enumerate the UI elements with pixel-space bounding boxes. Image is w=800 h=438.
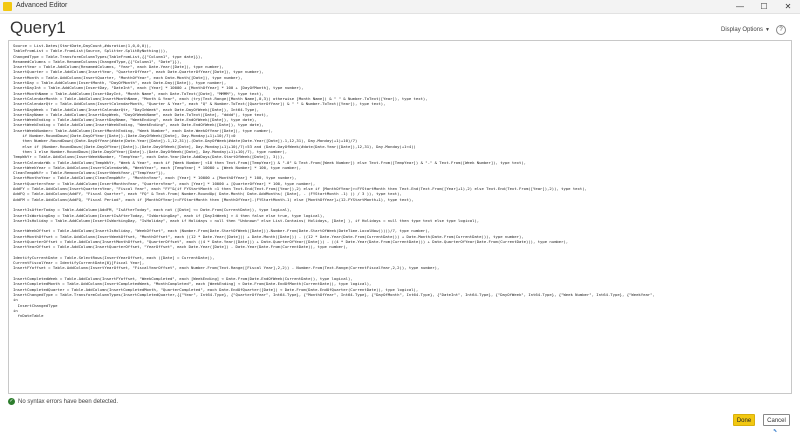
code-line: InsertIsAfterToday = Table.AddColumn(AddFM, "IsAfterToday", each not ([Date] <= Date.From(CurrentDate)), type logical), [13, 207, 292, 213]
code-line: in [13, 307, 18, 313]
code-line: AddFY = Table.AddColumn(InsertQuarternYear, "Fiscal Year", each "FY"&(if FYStartMonth =1 then Text.End(Text.From([Year]),2) else if [MonthOfYear]>=FYStartMonth then Text.End(Text.From([Year]+1),2) else Text.End(Text.From([Year]),2)), type text), [13, 186, 587, 192]
code-text[interactable] [13, 43, 787, 318]
code-line: InsertIsHoliday = Table.AddColumn(InsertIsWorkingDay, "IsHoliday", each if Holidays = null then "Unknown" else List.Contains( Holidays, [Date] ), if Holidays = null then type text else type logical), [13, 217, 480, 223]
title-bar [0, 0, 800, 14]
code-line: InsertChangedType = Table.TransformColumnTypes(InsertCompletedQuarter,{{"Year", Int64.Type}, {"QuarterOfYear", Int64.Type}, {"MonthOfYear", Int64.Type}, {"DayOfMonth", Int64.Type}, {"DateInt", Int64.Type}, {"DayOfWeek", Int64.Type}, {"Week Number", Int64.Type}, {"WeekYear", [13, 291, 655, 297]
code-line: InsertYear = Table.AddColumn(RenamedColumns, "Year", each Date.Year([Date]), type number), [13, 64, 224, 70]
code-line: InsertQuarterOffset = Table.AddColumn(InsertMonthOffset, "QuarterOffset", each ((4 * Date.Year([Date])) + Date.QuarterOfYear([Date])) - ((4 * Date.Year(Date.From(CurrentDate))) + Date.QuarterOfYear(Date.From(CurrentDate))), type number), [13, 238, 569, 244]
code-line: TableFromList = Table.FromList(Source, Splitter.SplitByNothing()), [13, 48, 168, 54]
code-line: InsertMonthnYear = Table.AddColumn(CleanTempWkYr , "MonthnYear", each [Year] * 10000 + [MonthOfYear] * 100, type number), [13, 175, 297, 181]
help-icon[interactable]: ? [776, 25, 786, 35]
code-line: InsertMonth = Table.AddColumn(InsertQuarter, "MonthOfYear", each Date.Month([Date]), type number), [13, 74, 243, 80]
status-text: No syntax errors have been detected. [18, 399, 119, 406]
code-line: CurrentFiscalYear = IdentifyCurrentDate{0}[Fiscal Year], [13, 260, 145, 266]
code-line: InsertDayWeek = Table.AddColumn(InsertCalendarQtr, "DayInWeek", each Date.DayOfWeek([Date]), Int64.Type), [13, 106, 259, 112]
code-line: InsertCompletedWeek = Table.AddColumn(InsertFYoffset, "WeekCompleted", each [WeekEnding] < Date.From(Date.EndOfWeek(CurrentDate)), type logical), [13, 276, 353, 282]
code-line: InsertCompletedMonth = Table.AddColumn(InsertCompletedWeek, "MonthCompleted", each [WeekEnding] < Date.From(Date.EndOfMonth(CurrentDate)), type logical), [13, 281, 372, 287]
code-line: InsertIsWorkingDay = Table.AddColumn(InsertIsAfterToday, "IsWorkingDay", each if [DayInWeek] > 4 then false else true, type logical), [13, 212, 325, 218]
code-line: InsertChangedType [13, 302, 58, 308]
power-bi-icon [3, 2, 12, 11]
code-line: RenamedColumns = Table.RenameColumns(ChangedType,{{"Column1", "Date"}}), [13, 58, 182, 64]
cancel-button[interactable]: Cancel [763, 414, 790, 426]
code-line: in [13, 297, 18, 303]
code-line: InsertYearOffset = Table.AddColumn(InsertQuarterOffset, "YearOffset", each Date.Year([Date]) - Date.Year(Date.From(CurrentDate)), type number), [13, 244, 348, 250]
code-line: IdentifyCurrentDate = Table.SelectRows(InsertYearOffset, each ([Date] = CurrentDate)), [13, 254, 215, 260]
display-options-label: Display Options [721, 27, 764, 33]
syntax-status [8, 398, 118, 405]
code-line: AddFQ = Table.AddColumn(AddFY, "Fiscal Quarter", each "FQ" & Text.From( Number.RoundUp( Date.Month( Date.AddMonths( [Date], - (FYStartMonth -1) )) / 3 )), type text), [13, 191, 402, 197]
done-button[interactable]: Done [733, 414, 755, 426]
code-line: InsertCalendarMonth = Table.AddColumn(InsertMonthName, "Month & Year", each (try(Text.Range([Month Name],0,3)) otherwise [Month Name]) & " " & Number.ToText([Year]), type text), [13, 95, 428, 101]
code-line: InsertCalendarWk = Table.AddColumn(TempWkYr, "Week & Year", each if [Week Number] <10 then Text.From([TempYear]) & "-0" & Text.From([Week Number]) else Text.From([TempYear]) & "-" & Text.From([Week Number]), type text), [13, 159, 526, 165]
code-line: then 1 else Number.RoundDown((Date.DayOfYear([Date])-(Date.DayOfWeek([Date], Day.Monday)+1)+10)/7), type number), [13, 148, 288, 154]
code-line: InsertMonthOffset = Table.AddColumn(InsertWeekOffset, "MonthOffset", each ((12 * Date.Year([Date])) + Date.Month([Date])) - ((12 * Date.Year(Date.From(CurrentDate))) + Date.Month(Date.From(CurrentDate))), type number), [13, 233, 524, 239]
code-line: InsertDay = Table.AddColumn(InsertMonth, "DayOfMonth", each Date.Day([Date]), type number), [13, 80, 227, 86]
cursor-icon: ⬉ [773, 428, 778, 434]
code-line: InsertCompletedQuarter = Table.AddColumn(InsertCompletedMonth, "QuarterCompleted", each Date.EndOfQuarter([Date]) < Date.From(Date.EndOfQuarter(CurrentDate)), type logical), [13, 286, 419, 292]
code-line: fnDateTable [13, 313, 44, 319]
chevron-down-icon: ▼ [765, 27, 770, 33]
window-title: Advanced Editor [16, 2, 68, 9]
check-icon: ✓ [9, 398, 14, 404]
code-line: InsertCalendarQtr = Table.AddColumn(InsertCalendarMonth, "Quarter & Year", each "Q" & Number.ToText([QuarterOfYear]) & " " & Number.ToText([Year]), type text), [13, 101, 386, 107]
code-line: InsertDayInt = Table.AddColumn(InsertDay, "DateInt", each [Year] * 10000 + [MonthOfYear] * 100 + [DayOfMonth], type number), [13, 85, 304, 91]
code-line: InsertWeekYear = Table.AddColumn(InsertCalendarWk, "WeekYear", each [TempYear] * 10000 + [Week Number] * 100, type number), [13, 164, 302, 170]
maximize-button[interactable]: ☐ [760, 2, 768, 11]
code-line: CleanTempWkYr = Table.RemoveColumns(InsertWeekYear,{"TempYear"}), [13, 170, 166, 176]
code-line: InsertDayName = Table.AddColumn(InsertDayWeek, "DayOfWeekName", each Date.ToText([Date], "dddd"), type text), [13, 111, 269, 117]
code-line: if Number.RoundDown((Date.DayOfYear([Date])-(Date.DayOfWeek([Date], Day.Monday)+1)+10)/7)=0 [13, 133, 236, 139]
code-line: then Number.RoundDown((Date.DayOfYear(#date(Date.Year([Date])-1,12,31))-(Date.DayOfWeek(#date(Date.Year([Date])-1,12,31), Day.Monday)+1)+10)/7) [13, 138, 358, 144]
code-line: InsertFYoffset = Table.AddColumn(InsertYearOffset, "FiscalYearOffset", each Number.From(Text.Range([Fiscal Year],2,2)) - Number.From(Text.Range(CurrentFiscalYear,2,2)), type number), [13, 265, 440, 271]
code-line: InsertQuarter = Table.AddColumn(InsertYear, "QuarterOfYear", each Date.QuarterOfYear([Date]), type number), [13, 69, 264, 75]
code-line: Source = List.Dates(StartDate,DayCount,#duration(1,0,0,0)), [13, 43, 152, 48]
code-line: InsertQuarternYear = Table.AddColumn(InsertMonthnYear, "QuarternYear", each [Year] * 10000 + [QuarterOfYear] * 100, type number), [13, 180, 316, 186]
minimize-button[interactable]: — [736, 2, 744, 11]
display-options-dropdown[interactable] [721, 27, 770, 33]
close-button[interactable]: ✕ [784, 2, 792, 11]
code-line: InsertWeekOffset = Table.AddColumn(InsertIsHoliday, "WeekOffset", each (Number.From(Date.StartOfWeek([Date]))-Number.From(Date.StartOfWeek(DateTime.LocalNow())))/7, type number), [13, 228, 430, 234]
code-line: else if (Number.RoundDown((Date.DayOfYear([Date])-(Date.DayOfWeek([Date], Day.Monday)+1)+10)/7)=53 and (Date.DayOfWeek(#date(Date.Year([Date]),12,31), Day.Monday)+1<4)) [13, 143, 416, 149]
code-editor[interactable] [8, 40, 792, 394]
code-line: TempWkYr = Table.AddColumn(InsertWeekNumber, "TempYear", each Date.Year(Date.AddDays(Date.StartOfWeek([Date]), 3))), [13, 154, 285, 160]
code-line: AddFM = Table.AddColumn(AddFQ, "Fiscal Period", each if [MonthOfYear]>=FYStartMonth then [MonthOfYear]-(FYStartMonth-1) else [MonthOfYear]+(12-FYStartMonth+1), type text), [13, 196, 414, 202]
code-line: InsertWeekEnding = Table.AddColumn(InsertWeekEnding, "WeekEnding", each Date.EndOfWeek([Date]), type date), [13, 122, 264, 128]
code-line: InsertMonthName = Table.AddColumn(InsertDayInt, "Month Name", each Date.ToText([Date], "MMMM"), type text), [13, 90, 264, 96]
code-line: InsertWeekNumber= Table.AddColumn(InsertMonthEnding, "Week Number", each Date.WeekOfYear([Date]), type number), [13, 127, 274, 133]
code-line: ChangedType = Table.TransformColumnTypes(TableFromList,{{"Column1", type date}}), [13, 53, 203, 59]
query-name: Query1 [10, 18, 66, 37]
code-line: InsertWeekEnding = Table.AddColumn(InsertDayName, "WeekEnding", each Date.EndOfWeek([Date]), type date), [13, 117, 257, 123]
